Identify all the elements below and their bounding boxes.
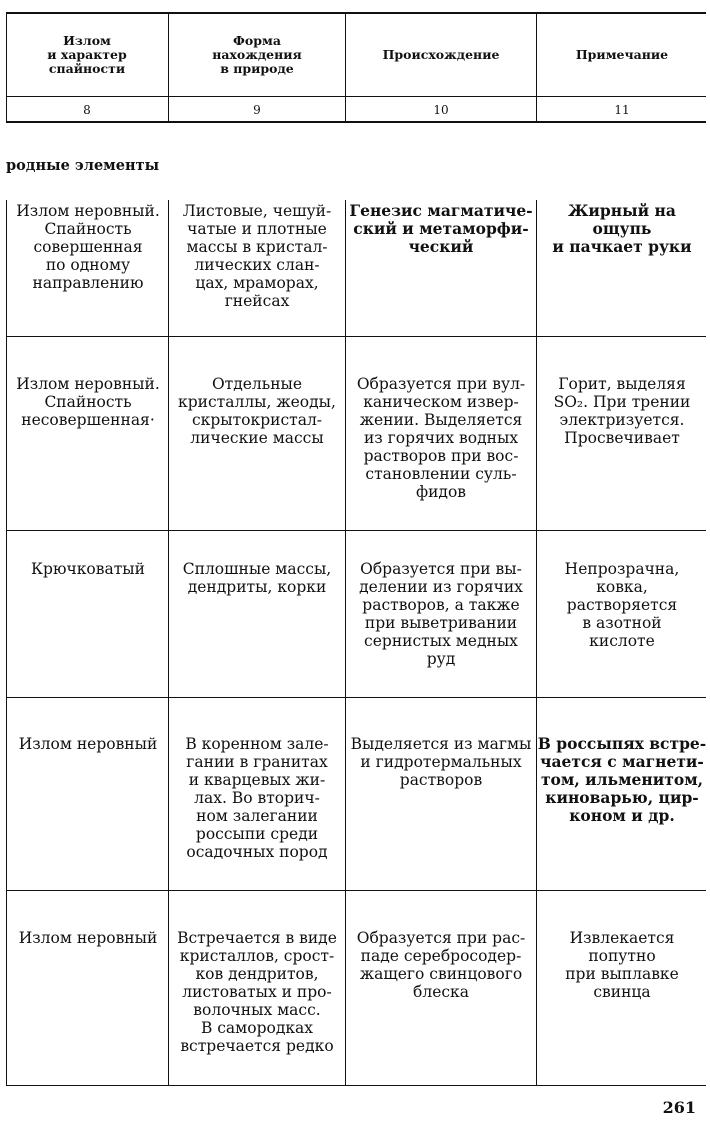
header-top-rule [6,12,706,14]
header-num-11: 11 [614,103,630,117]
header-col-origin: Происхождение [382,47,500,62]
column-divider-2 [345,200,346,1085]
row4-notes: В россыпях встре- чается с магнети- том, ильменитом, киноварью, цир- коном и др. [537,734,707,825]
header-num-10: 10 [433,103,449,117]
row2-notes: Горит, выделяя SO₂. При трении электризуется. Просвечивает [553,375,691,447]
section-title: родные элементы [6,157,160,174]
row5-origin: Образуется при рас- паде сереброcодер- жащего свинцового блеска [356,929,526,1001]
table-bottom-rule [6,1085,706,1086]
row-separator-2 [6,530,706,531]
header-mid-rule [6,96,706,97]
row-separator-3 [6,697,706,698]
row3-fracture: Крючковатый [31,560,145,578]
row4-fracture: Излом неровный [18,735,158,753]
row-separator-4 [6,890,706,891]
row1-fracture: Излом неровный. Спайность совершенная по одному направлению [16,202,160,292]
page-number: 261 [662,1098,696,1117]
column-divider-0 [6,200,7,1085]
column-divider-1 [168,200,169,1085]
row-separator-1 [6,336,706,337]
row1-occurrence: Листовые, чешуй- чатые и плотные массы в кристал- лических слан- цах, мраморах, гнейсах [182,202,332,310]
row4-origin: Выделяется из магмы и гидротермальных растворов [350,735,532,789]
header-col-fracture: Излом и характер спайности [47,33,127,76]
row2-origin: Образуется при вул- каническом извер- жении. Выделяется из горячих водных растворов при вос- становлении суль- фидов [356,375,526,501]
header-col-notes: Примечание [575,47,669,62]
row2-fracture: Излом неровный. Спайность несовершенная· [16,375,160,429]
header-bottom-rule [6,121,706,123]
row4-occurrence: В коренном зале- гании в гранитах и кварцевых жи- лах. Во вторич- ном залегании россыпи среди осадочных пород [185,735,329,861]
header-col-occurrence: Форма нахождения в природе [212,33,302,76]
row2-occurrence: Отдельные кристаллы, жеоды, скрытокристал- лические массы [178,375,336,447]
row1-notes: Жирный на ощупь и пачкает руки [552,201,692,256]
row5-notes: Извлекается попутно при выплавке свинца [565,929,679,1001]
header-num-8: 8 [83,103,91,117]
header-num-9: 9 [253,103,261,117]
row5-occurrence: Встречается в виде кристаллов, срост- ков дендритов, листоватых и про- волочных масс. В самородках встречается редко [177,929,337,1055]
row1-origin: Генезис магматиче- ский и метаморфи- ческий [349,201,533,256]
row5-fracture: Излом неровный [18,929,158,947]
row3-origin: Образуется при вы- делении из горячих растворов, а также при выветривании сернистых медных руд [359,560,523,668]
row3-occurrence: Сплошные массы, дендриты, корки [182,560,332,596]
row3-notes: Непрозрачна, ковка, растворяется в азотной кислоте [564,560,680,650]
